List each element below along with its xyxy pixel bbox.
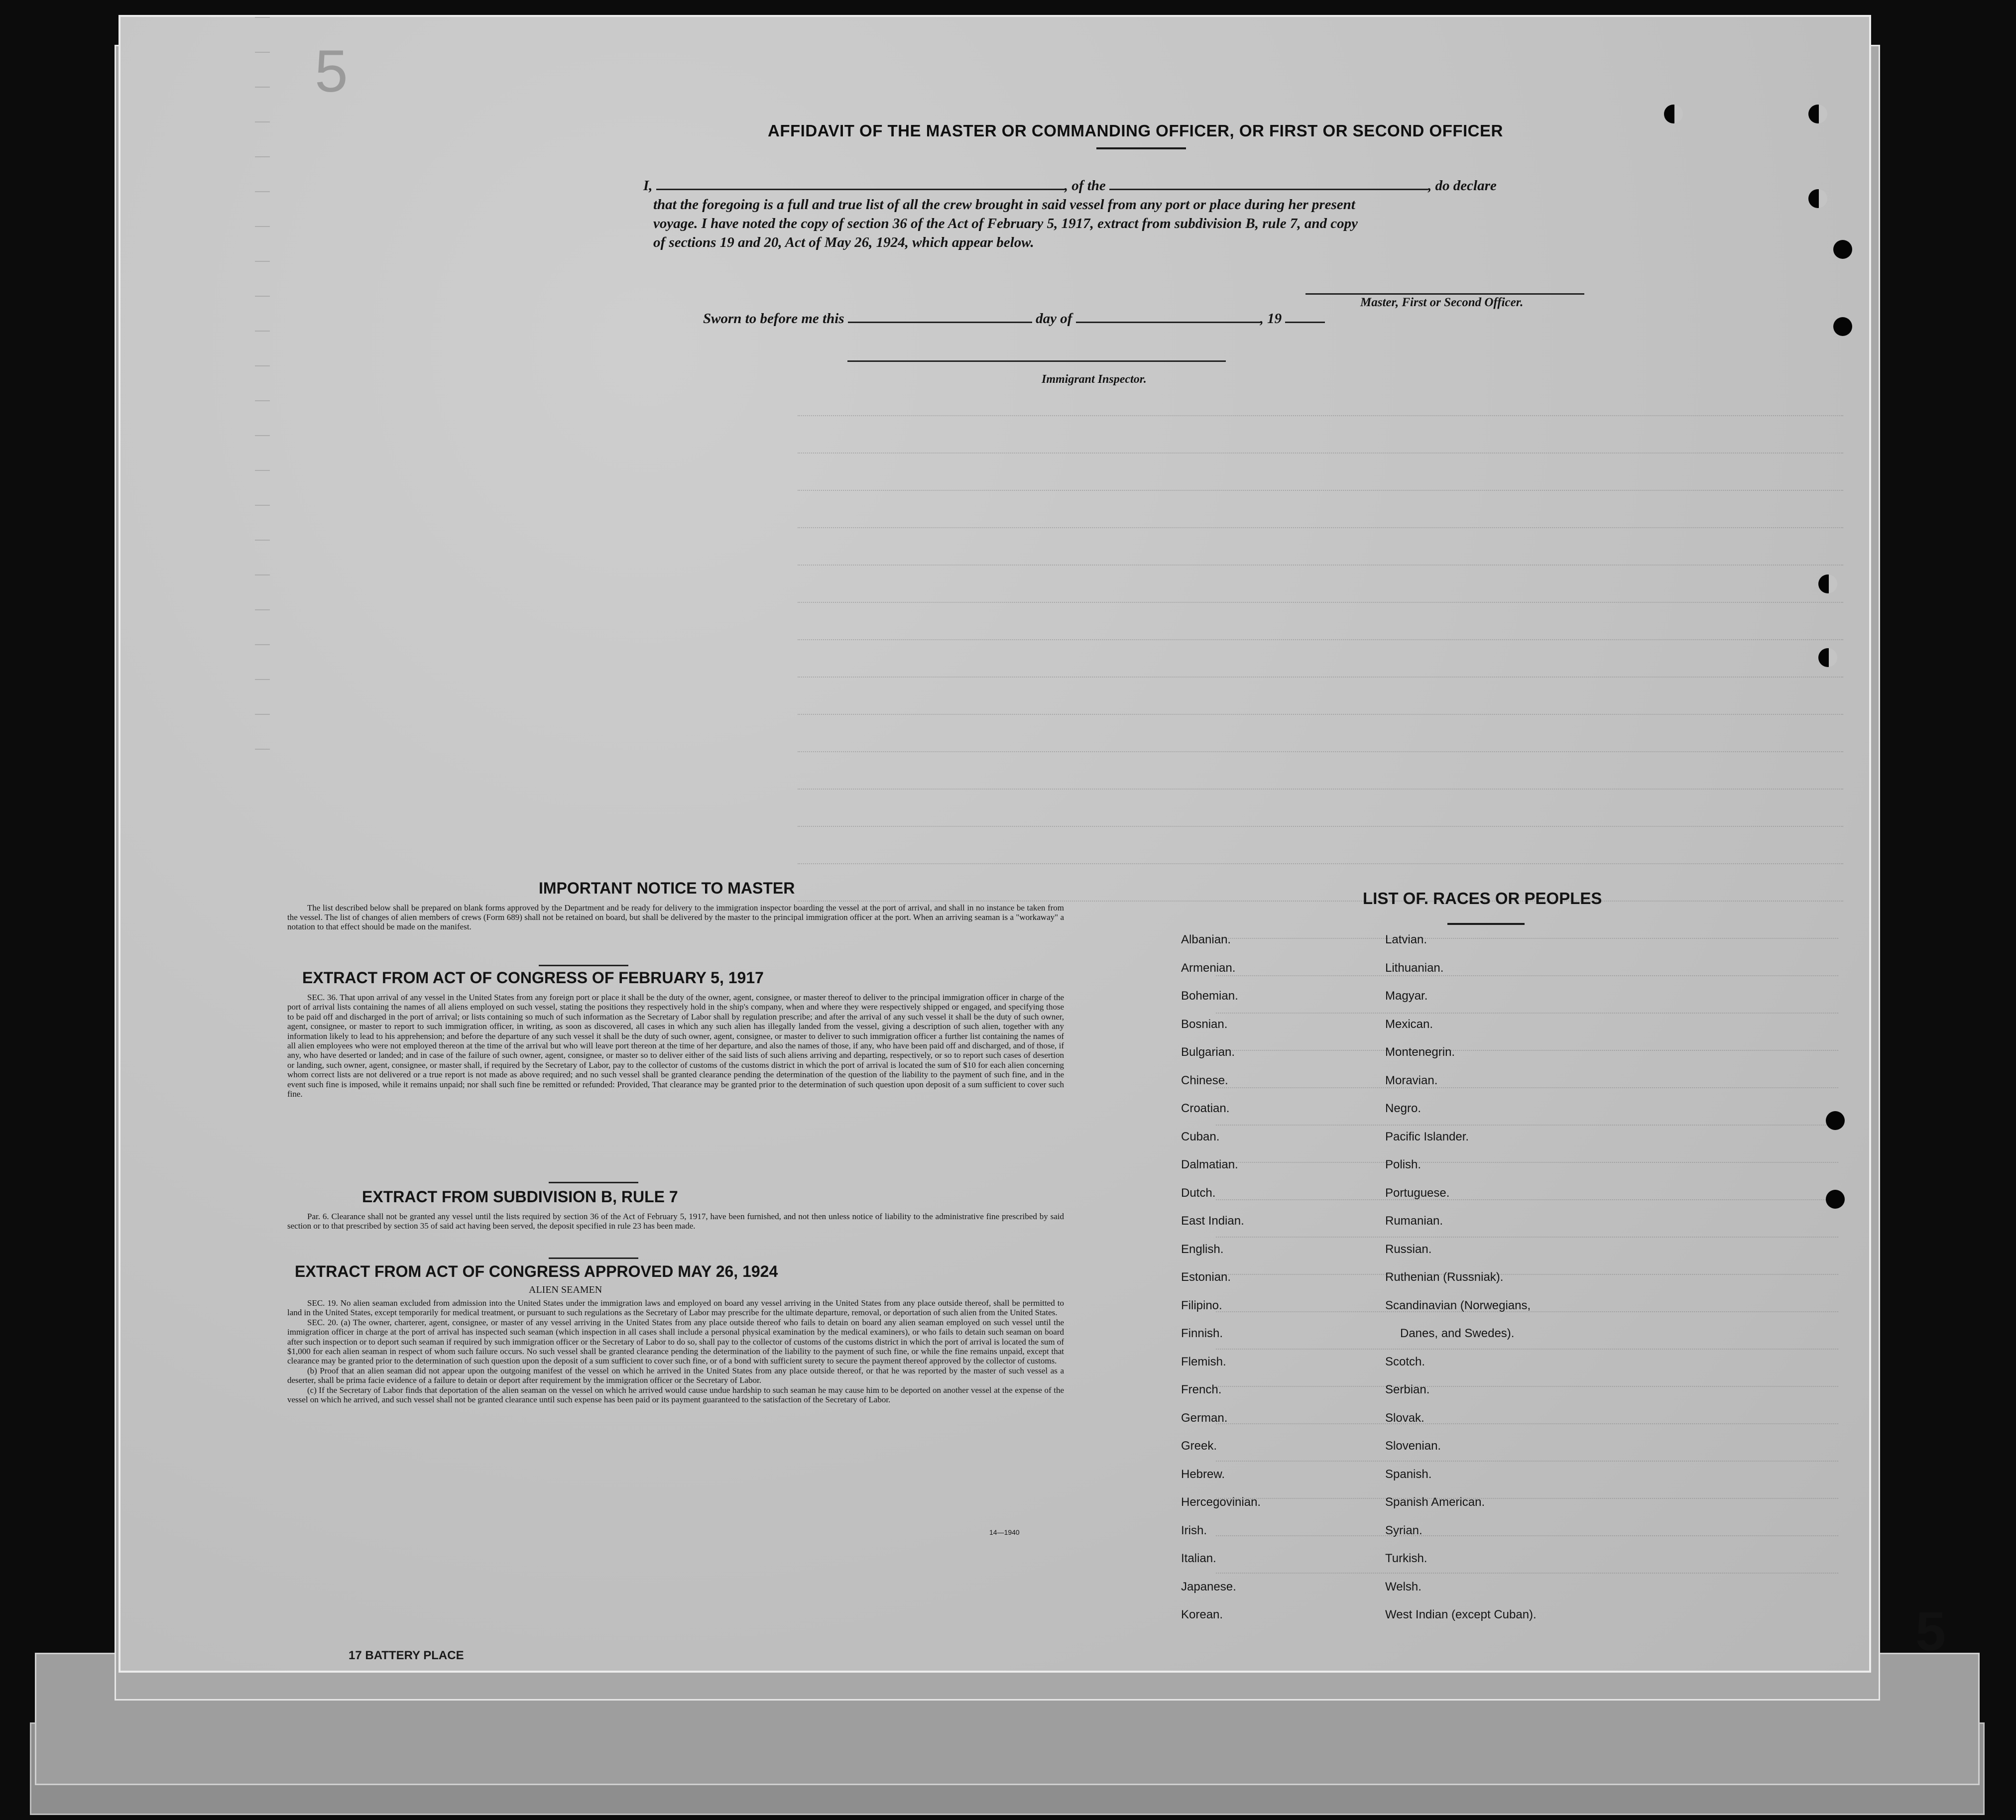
bleed-through-row	[1216, 998, 1838, 1014]
bleed-through-row	[1216, 1222, 1838, 1238]
i-label: I,	[643, 178, 653, 194]
punch-hole	[1826, 1190, 1845, 1209]
race-item: Scandinavian (Norwegians,	[1385, 1298, 1531, 1312]
bleed-through-row	[1216, 1259, 1838, 1275]
bleed-through-row	[798, 699, 1843, 715]
faint-page-number: 5	[315, 38, 348, 105]
bleed-through-row	[1216, 1110, 1838, 1126]
sec-20a-text: SEC. 20. (a) The owner, charterer, agent, consignee, or master of any vessel arriving in the United States from any place outside thereof who fails to detain on board any alien seaman employed on such vessel until the immigration officer in charge at the port of arrival has inspected such seaman (which inspection in all cases shall include a personal physical examination by the medical examiners), or who fails to detain such seaman on board after such inspection or to deport such seaman if required by such immigration officer or the Secretary of Labor to do so, shall pay to the collector of customs of the customs district in which the port of arrival is located the sum of $1,000 for each alien seaman in respect of whom such failure occurs. No such vessel shall be granted clearance pending the determination of the liability to the payment of such fine, or while the fine remains unpaid, except that clearance may be granted prior to the determination of such question upon the deposit of a sum sufficient to cover such fine, or of a bond with sufficient surety to secure the payment thereof approved by the collector of customs.	[287, 1317, 1064, 1366]
bleed-through-row	[798, 886, 1843, 902]
race-item: Turkish.	[1385, 1552, 1427, 1565]
bleed-through-row	[798, 438, 1843, 454]
bleed-through-row	[798, 736, 1843, 752]
extract-rule7-title: EXTRACT FROM SUBDIVISION B, RULE 7	[362, 1188, 678, 1206]
extract-1924-subtitle: ALIEN SEAMEN	[529, 1284, 602, 1295]
race-item: Greek.	[1181, 1439, 1217, 1453]
race-item: Magyar.	[1385, 989, 1428, 1003]
inspector-signature-line	[847, 360, 1226, 362]
punch-hole	[1664, 105, 1683, 123]
vessel-blank	[1109, 179, 1428, 190]
bleed-through-row	[1216, 1035, 1838, 1051]
name-blank	[656, 179, 1065, 190]
punch-hole	[1808, 189, 1827, 208]
race-item: Slovenian.	[1385, 1439, 1441, 1453]
sworn-line	[703, 311, 1325, 327]
race-item: Filipino.	[1181, 1298, 1222, 1312]
declaration-line-1: that the foregoing is a full and true list of all the crew brought in said vessel from any port or place during her present	[653, 197, 1355, 213]
race-item: East Indian.	[1181, 1214, 1244, 1228]
sworn-date-blank	[848, 312, 1032, 323]
notice-body: The list described below shall be prepared on blank forms approved by the Department and be ready for delivery to the immigration inspector boarding the vessel at the port of arrival, and shall in no instance be taken from the vessel. The list of changes of alien members of crews (Form 689) shall not be retained on board, but shall be delivered by the master to the principal immigration officer at the port. When an arriving seaman is a "workaway" a notation to that effect should be made on the manifest.	[287, 903, 1064, 931]
race-item: Dalmatian.	[1181, 1158, 1238, 1171]
section-rule	[549, 1182, 638, 1183]
race-item: Albanian.	[1181, 933, 1231, 946]
bleed-through-row	[1216, 1334, 1838, 1350]
bleed-through-row	[798, 624, 1843, 640]
race-item: Irish.	[1181, 1523, 1207, 1537]
bleed-through-row	[1216, 1483, 1838, 1499]
punch-hole	[1818, 574, 1837, 593]
do-declare-label: , do declare	[1428, 178, 1497, 194]
section-rule	[539, 965, 628, 966]
race-item: West Indian (except Cuban).	[1385, 1608, 1537, 1621]
race-item: Negro.	[1385, 1102, 1422, 1115]
notice-title: IMPORTANT NOTICE TO MASTER	[539, 879, 795, 897]
race-item: Hercegovinian.	[1181, 1495, 1261, 1509]
race-item: Danes, and Swedes).	[1400, 1327, 1515, 1340]
race-item: Korean.	[1181, 1608, 1223, 1621]
title-rule	[1096, 147, 1186, 149]
bleed-through-row	[1216, 1446, 1838, 1462]
race-item: Russian.	[1385, 1242, 1432, 1256]
sworn-year-blank	[1285, 312, 1325, 323]
race-item: Italian.	[1181, 1552, 1216, 1565]
bleed-through-row	[1216, 960, 1838, 976]
declaration-block	[643, 176, 1629, 252]
sworn-prefix: Sworn to before me this	[703, 311, 844, 327]
bleed-through-row	[1216, 1520, 1838, 1536]
bleed-through-row	[798, 475, 1843, 491]
inspector-caption: Immigrant Inspector.	[1042, 373, 1147, 386]
master-caption: Master, First or Second Officer.	[1360, 296, 1524, 309]
race-item: Slovak.	[1385, 1411, 1424, 1425]
sec-20c-text: (c) If the Secretary of Labor finds that deportation of the alien seaman on the vessel on which he arrived would cause undue hardship to such seaman he may cause him to be deported on another vessel at the expense of the vessel on which he arrived, and such vessel shall not be granted clearance until such expense has been paid or its payment guaranteed to the satisfaction of the Secretary of Labor.	[287, 1385, 1064, 1405]
bleed-through-row	[798, 662, 1843, 678]
bleed-through-row	[798, 587, 1843, 603]
declaration-line-3: of sections 19 and 20, Act of May 26, 1924, which appear below.	[653, 234, 1034, 250]
extract-1917-title: EXTRACT FROM ACT OF CONGRESS OF FEBRUARY 5, 1917	[302, 969, 764, 987]
punch-hole	[1826, 1111, 1845, 1130]
bleed-through-row	[798, 811, 1843, 827]
of-the-label: , of the	[1064, 178, 1106, 194]
race-item: Spanish.	[1385, 1467, 1432, 1481]
race-item: English.	[1181, 1242, 1224, 1256]
race-item: Japanese.	[1181, 1580, 1236, 1593]
bleed-through-row	[1216, 923, 1838, 939]
master-signature-line	[1305, 293, 1584, 295]
bleed-through-row	[1216, 1072, 1838, 1088]
extract-rule7-body: Par. 6. Clearance shall not be granted any vessel until the lists required by section 36 of the Act of February 5, 1917, have been furnished, and not then unless notice of liability to the administrative fine prescribed by said section or to that prescribed by section 35 of said act having been served, the deposit specified in rule 23 has been made.	[287, 1212, 1064, 1231]
race-item: Cuban.	[1181, 1130, 1220, 1143]
bleed-through-row	[1216, 1371, 1838, 1387]
bleed-through-row	[1216, 1147, 1838, 1163]
race-item: Montenegrin.	[1385, 1045, 1455, 1059]
race-item: Mexican.	[1385, 1017, 1433, 1031]
bleed-through-row	[798, 550, 1843, 566]
race-item: Bohemian.	[1181, 989, 1238, 1003]
race-item: Flemish.	[1181, 1355, 1226, 1368]
bleed-through-row	[798, 400, 1843, 416]
race-item: Lithuanian.	[1385, 961, 1444, 975]
bleed-through-row	[1216, 1408, 1838, 1424]
race-item: Dutch.	[1181, 1186, 1216, 1200]
bleed-through-row	[1216, 1558, 1838, 1574]
punch-hole	[1833, 317, 1852, 336]
bottom-address: 17 BATTERY PLACE	[349, 1649, 464, 1662]
bleed-through-row	[1216, 1184, 1838, 1200]
form-number: 14—1940	[989, 1528, 1020, 1536]
race-item: Syrian.	[1385, 1523, 1423, 1537]
sec-20b-text: (b) Proof that an alien seaman did not appear upon the outgoing manifest of the vessel on which he arrived in the United States from any place outside thereof, or that he was reported by the master of such vessel as a deserter, shall be prima facie evidence of a failure to detain or deport after requirement by the immigration officer or the Secretary of Labor.	[287, 1365, 1064, 1385]
race-item: Hebrew.	[1181, 1467, 1225, 1481]
punch-hole	[1808, 105, 1827, 123]
bleed-through-row	[798, 848, 1843, 864]
race-item: Portuguese.	[1385, 1186, 1450, 1200]
races-title: LIST OF. RACES OR PEOPLES	[1363, 889, 1602, 908]
race-item: Moravian.	[1385, 1073, 1438, 1087]
sworn-month-blank	[1076, 312, 1260, 323]
race-item: Scotch.	[1385, 1355, 1425, 1368]
day-of-label: day of	[1036, 311, 1072, 327]
punch-hole	[1833, 240, 1852, 259]
race-item: Finnish.	[1181, 1327, 1223, 1340]
sec-19-text: SEC. 19. No alien seaman excluded from admission into the United States under the immigration laws and employed on board any vessel arriving in the United States from any place outside thereof, shall be permitted to land in the United States, except temporarily for medical treatment, or pursuant to such regulations as the Secretary of Labor may prescribe for the ultimate departure, removal, or deportation of such alien from the United States.	[287, 1298, 1064, 1318]
race-item: Armenian.	[1181, 961, 1236, 975]
extract-1924-title: EXTRACT FROM ACT OF CONGRESS APPROVED MAY 26, 1924	[295, 1262, 778, 1280]
bleed-through-row	[798, 774, 1843, 790]
extract-1924-body	[287, 1298, 1064, 1404]
race-item: Welsh.	[1385, 1580, 1422, 1593]
affidavit-title: AFFIDAVIT OF THE MASTER OR COMMANDING OFFICER, OR FIRST OR SECOND OFFICER	[768, 121, 1503, 140]
races-rule	[1447, 923, 1525, 925]
punch-hole	[1818, 648, 1837, 667]
race-item: German.	[1181, 1411, 1228, 1425]
declaration-line-2: voyage. I have noted the copy of section 36 of the Act of February 5, 1917, extract from subdivision B, rule 7, and copy	[653, 216, 1358, 231]
bleed-through-margin	[255, 17, 270, 764]
race-item: Rumanian.	[1385, 1214, 1443, 1228]
race-item: Bulgarian.	[1181, 1045, 1235, 1059]
bleed-through-row	[798, 512, 1843, 528]
race-item: Pacific Islander.	[1385, 1130, 1469, 1143]
race-item: Ruthenian (Russniak).	[1385, 1270, 1504, 1284]
extract-1917-body: SEC. 36. That upon arrival of any vessel in the United States from any foreign port or place it shall be the duty of the owner, agent, consignee, or master thereof to deliver to the principal immigration officer in charge of the port of arrival lists containing the names of all aliens employed on such vessel, stating the positions they respectively hold in the ship's company, when and where they were respectively shipped or engaged, and specifying those to be paid off and discharged in the port of arrival; or lists containing so much of such information as the Secretary of Labor shall by regulation prescribe; and after the arrival of any such vessel it shall be the duty of such owner, agent, consignee, or master to report to such immigration officer, in writing, as soon as discovered, all cases in which any such alien has illegally landed from the vessel, giving a description of such alien, together with any information likely to lead to his apprehension; and before the departure of any such vessel it shall be the duty of such owner, agent, consignee, or master to deliver to such immigration officer a further list containing the names of all alien employees who were not employed thereon at the time of the arrival but who will leave port thereon at the time of her departure, and also the names of those, if any, who have been paid off and discharged, and of those, if any, who have deserted or landed; and in case of the failure of such owner, agent, consignee, or master so to deliver either of the said lists of such aliens arriving and departing, respectively, or so to report such cases of desertion or landing, such owner, agent, consignee, or master shall, if required by the Secretary of Labor, pay to the collector of customs of the customs district in which the port of arrival is located the sum of $10 for each alien concerning whom correct lists are not delivered or a true report is not made as above required; and no such vessel shall be granted clearance pending the determination of the question of the liability to the payment of such fine, and in the event such fine is imposed, while it remains unpaid; nor shall such fine be remitted or refunded: Provided, That clearance may be granted prior to the determination of such question upon deposit of a sum sufficient to cover such fine.	[287, 993, 1064, 1099]
race-item: Serbian.	[1385, 1383, 1430, 1396]
race-item: Polish.	[1385, 1158, 1422, 1171]
race-item: Latvian.	[1385, 933, 1427, 946]
race-item: Chinese.	[1181, 1073, 1228, 1087]
race-item: Croatian.	[1181, 1102, 1230, 1115]
race-item: Spanish American.	[1385, 1495, 1485, 1509]
section-rule	[549, 1257, 638, 1259]
large-page-number: 5	[1915, 1601, 1946, 1662]
year-prefix: , 19	[1260, 311, 1282, 327]
race-item: Estonian.	[1181, 1270, 1231, 1284]
race-item: French.	[1181, 1383, 1222, 1396]
race-item: Bosnian.	[1181, 1017, 1228, 1031]
form-page	[119, 15, 1946, 1673]
